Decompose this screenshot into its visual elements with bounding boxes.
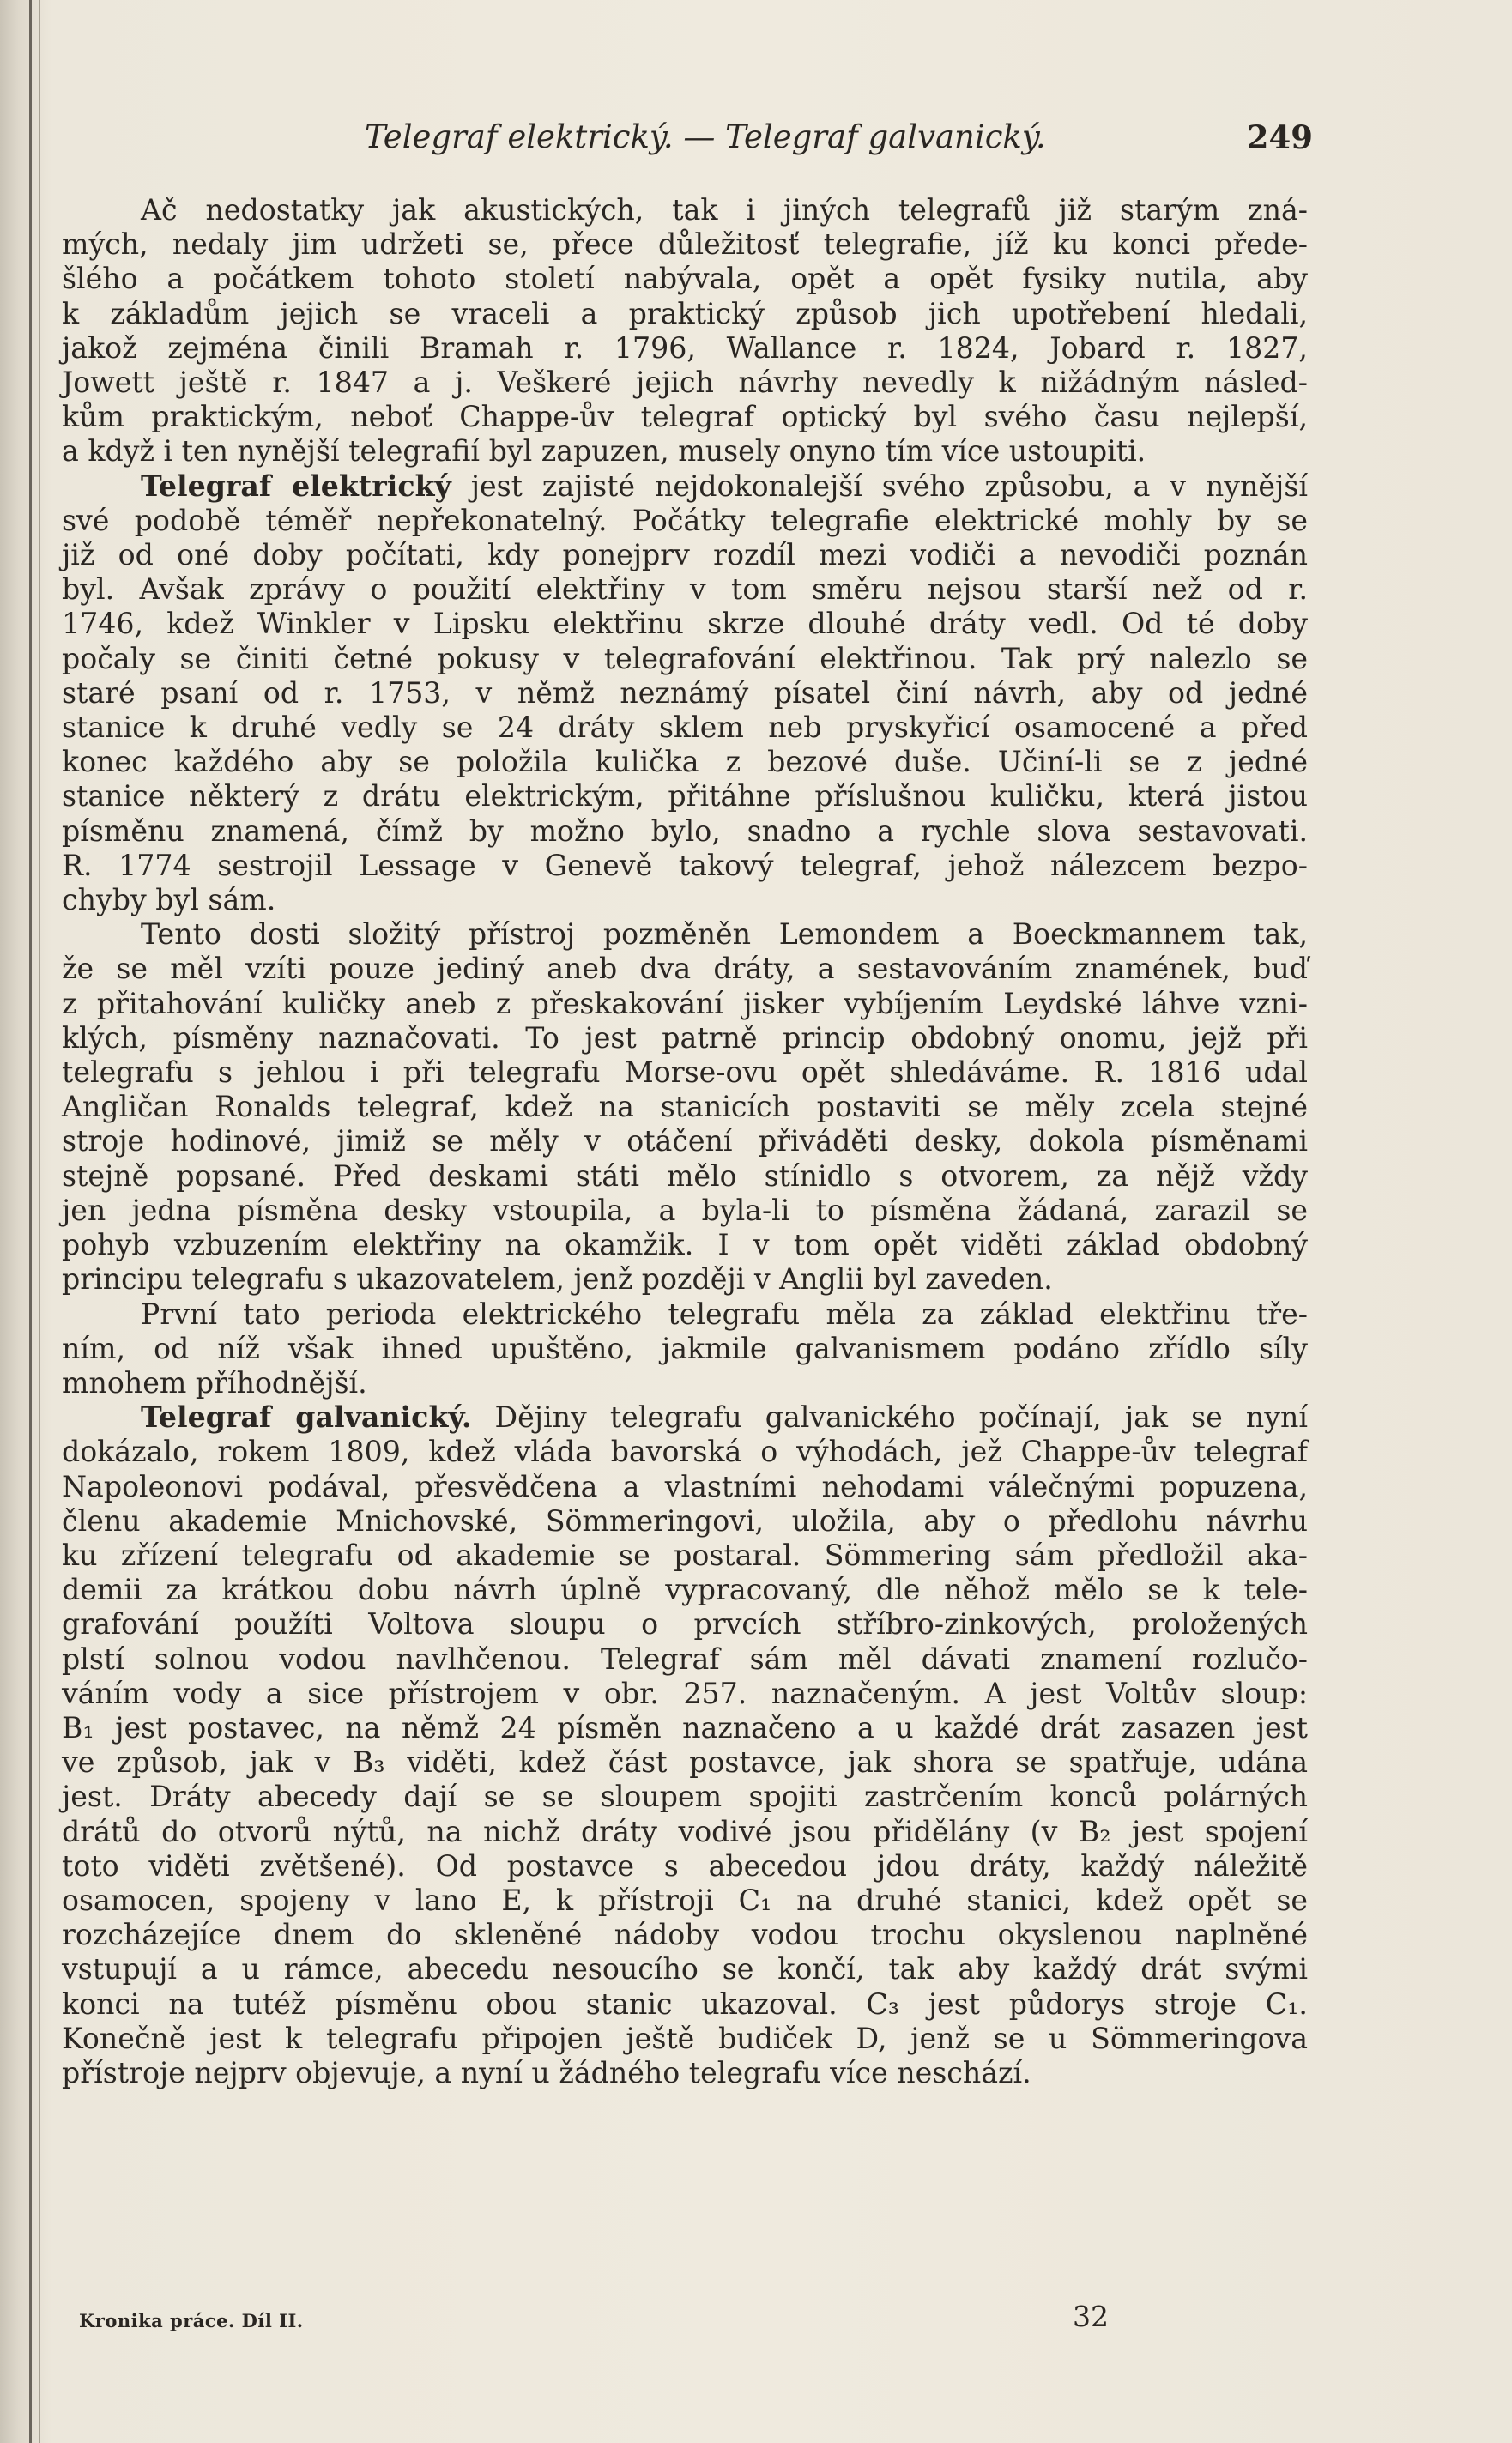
line-text: R. 1774 sestrojil Lessage v Genevě takový telegraf, jehož nálezcem bezpo-	[62, 848, 1308, 882]
paragraph	[62, 1297, 1308, 1401]
line-text: již od oné doby počítati, kdy ponejprv rozdíl mezi vodiči a nevodiči poznán	[62, 538, 1308, 572]
text-line	[62, 1470, 1308, 1504]
line-text: své podobě téměř nepřekonatelný. Počátky telegrafie elektrické mohly by se	[62, 503, 1308, 537]
line-text: staré psaní od r. 1753, v němž neznámý písatel činí návrh, aby od jedné	[62, 675, 1308, 710]
line-text: že se měl vzíti pouze jediný aneb dva dráty, a sestavováním znamének, buď	[62, 952, 1308, 986]
line-text: mých, nedaly jim udržeti se, přece důležitosť telegrafie, jíž ku konci přede-	[62, 227, 1308, 262]
text-line	[62, 469, 1308, 504]
text-line	[62, 538, 1308, 572]
text-line	[62, 1884, 1308, 1918]
text-line	[62, 1124, 1308, 1158]
line-text: grafování použíti Voltova sloupu o prvcích stříbro-zinkových, proložených	[62, 1607, 1308, 1642]
line-text: Tento dosti složitý přístroj pozměněn Lemondem a Boeckmannem tak,	[141, 917, 1308, 952]
text-line	[62, 2056, 1308, 2090]
text-line	[62, 1366, 1308, 1400]
section-lead: Telegraf elektrický	[141, 469, 451, 503]
text-line	[62, 883, 1308, 917]
line-text: klých, písměny naznačovati. To jest patrně princip obdobný onomu, jejž při	[62, 1020, 1308, 1055]
line-text: konci na tutéž písměnu obou stanic ukazoval. C₃ jest půdorys stroje C₁.	[62, 1986, 1308, 2021]
line-text: mnohem příhodnější.	[62, 1365, 367, 1400]
text-line	[62, 642, 1308, 676]
line-text: plstí solnou vodou navlhčenou. Telegraf sám měl dávati znamení rozlučo-	[62, 1642, 1308, 1676]
line-text: šlého a počátkem tohoto století nabývala, opět a opět fysiky nutila, aby	[62, 262, 1308, 296]
binding-edge	[29, 0, 32, 2443]
line-text: z přitahování kuličky aneb z přeskakování jisker vybíjením Leydské láhve vzni-	[62, 986, 1308, 1020]
section-lead: Telegraf galvanický.	[141, 1400, 472, 1435]
text-line	[62, 711, 1308, 745]
text-line	[62, 607, 1308, 641]
text-line	[62, 572, 1308, 607]
line-text: jakož zejména činili Bramah r. 1796, Wallance r. 1824, Jobard r. 1827,	[62, 330, 1308, 365]
binding-edge-shadow	[39, 0, 40, 2443]
running-title: Telegraf elektrický. — Telegraf galvanický.	[365, 118, 1046, 155]
line-text: chyby byl sám.	[62, 883, 276, 917]
line-text: pohyb vzbuzením elektřiny na okamžik. I v tom opět viděti základ obdobný	[62, 1228, 1308, 1262]
sheet-number: 32	[1073, 2300, 1109, 2333]
text-line	[62, 1573, 1308, 1607]
text-line	[62, 952, 1308, 986]
text-line	[62, 400, 1308, 434]
text-line	[62, 1504, 1308, 1539]
line-text: rozcházejíce dnem do skleněné nádoby vodou trochu okyslenou naplněné	[62, 1918, 1308, 1952]
text-line	[62, 1642, 1308, 1677]
line-text: toto viděti zvětšené). Od postavce s abecedou jdou dráty, každý náležitě	[62, 1848, 1308, 1883]
line-text: jest. Dráty abecedy dají se se sloupem spojiti zastrčením konců polárných	[62, 1780, 1308, 1814]
text-line	[62, 814, 1308, 849]
text-line	[62, 1332, 1308, 1366]
line-text: První tato perioda elektrického telegrafu měla za základ elektřinu tře-	[141, 1297, 1308, 1331]
line-text: Angličan Ronalds telegraf, kdež na stanicích postaviti se měly zcela stejné	[62, 1090, 1308, 1124]
line-text: vstupují a u rámce, abecedu nesoucího se končí, tak aby každý drát svými	[62, 1952, 1308, 1986]
text-line	[62, 1711, 1308, 1745]
text-line	[62, 1780, 1308, 1814]
text-line	[62, 1194, 1308, 1228]
line-text: písměnu znamená, čímž by možno bylo, snadno a rychle slova sestavovati.	[62, 813, 1308, 848]
text-line	[62, 779, 1308, 813]
page-header	[60, 118, 1313, 170]
text-line	[62, 1987, 1308, 2022]
body-text	[62, 193, 1308, 2090]
line-text: osamocen, spojeny v lano E, k přístroji C₁ na druhé stanici, kdež opět se	[62, 1883, 1308, 1917]
line-text: ku zřízení telegrafu od akademie se postaral. Sömmering sám předložil aka-	[62, 1538, 1308, 1572]
line-text: Ač nedostatky jak akustických, tak i jiných telegrafů již starým zná-	[141, 193, 1308, 227]
line-text: Dějiny telegrafu galvanického počínají, jak se nyní	[471, 1400, 1308, 1435]
line-text: telegrafu s jehlou i při telegrafu Morse-ovu opět shledáváme. R. 1816 udal	[62, 1055, 1308, 1090]
text-line	[62, 331, 1308, 366]
printer-signature: Kronika práce. Díl II.	[79, 2310, 304, 2331]
text-line	[62, 1815, 1308, 1849]
line-text: stejně popsané. Před deskami státi mělo stínidlo s otvorem, za nějž vždy	[62, 1158, 1308, 1193]
line-text: B₁ jest postavec, na němž 24 písměn naznačeno a u každé drát zasazen jest	[62, 1710, 1308, 1745]
text-line	[62, 1539, 1308, 1573]
line-text: váním vody a sice přístrojem v obr. 257. naznačeným. A jest Voltův sloup:	[62, 1676, 1308, 1710]
line-text: členu akademie Mnichovské, Sömmeringovi, uložila, aby o předlohu návrhu	[62, 1503, 1308, 1538]
line-text: stroje hodinové, jimiž se měly v otáčení přiváděti desky, dokola písměnami	[62, 1124, 1308, 1158]
line-text: a když i ten nynější telegrafií byl zapuzen, musely onyno tím více ustoupiti.	[62, 434, 1146, 469]
text-line	[62, 1607, 1308, 1642]
line-text: počaly se činiti četné pokusy v telegrafování elektřinou. Tak prý nalezlo se	[62, 641, 1308, 675]
text-line	[62, 676, 1308, 711]
text-line	[62, 1159, 1308, 1194]
page-number: 249	[1246, 118, 1313, 156]
line-text: k základům jejich se vraceli a praktický způsob jich upotřebení hledali,	[62, 296, 1308, 330]
text-line	[62, 849, 1308, 883]
line-text: konec každého aby se položila kulička z bezové duše. Učiní-li se z jedné	[62, 745, 1308, 779]
text-line	[62, 1228, 1308, 1262]
line-text: stanice k druhé vedly se 24 dráty sklem neb pryskyřicí osamocené a před	[62, 711, 1308, 745]
line-text: Konečně jest k telegrafu připojen ještě budiček D, jenž se u Sömmeringova	[62, 2021, 1308, 2055]
text-line	[62, 1297, 1308, 1332]
line-text: Napoleonovi podával, přesvědčena a vlastními nehodami válečnými popuzena,	[62, 1469, 1308, 1503]
line-text: byl. Avšak zprávy o použití elektřiny v tom směru nejsou starší než od r.	[62, 572, 1308, 607]
text-line	[62, 297, 1308, 331]
text-line	[62, 227, 1308, 262]
line-text: principu telegrafu s ukazovatelem, jenž později v Anglii byl zaveden.	[62, 1262, 1053, 1297]
text-line	[62, 262, 1308, 296]
line-text: jen jedna písměna desky vstoupila, a byla-li to písměna žádaná, zarazil se	[62, 1193, 1308, 1227]
paragraph	[62, 469, 1308, 918]
paragraph	[62, 1400, 1308, 2090]
line-text: kům praktickým, neboť Chappe-ův telegraf optický byl svého času nejlepší,	[62, 400, 1308, 434]
text-line	[62, 1745, 1308, 1780]
text-line	[62, 1055, 1308, 1090]
text-line	[62, 1952, 1308, 1986]
text-line	[62, 1918, 1308, 1952]
line-text: dokázalo, rokem 1809, kdež vláda bavorská o výhodách, jež Chappe-ův telegraf	[62, 1435, 1308, 1469]
text-line	[62, 434, 1308, 469]
line-text: ním, od níž však ihned upuštěno, jakmile galvanismem podáno zřídlo síly	[62, 1331, 1308, 1365]
line-text: ve způsob, jak v B₃ viděti, kdež část postavce, jak shora se spatřuje, udána	[62, 1745, 1308, 1780]
line-text: přístroje nejprv objevuje, a nyní u žádného telegrafu více neschází.	[62, 2055, 1031, 2089]
line-text: jest zajisté nejdokonalejší svého způsobu, a v nynější	[451, 469, 1308, 503]
text-line	[62, 193, 1308, 227]
line-text: Jowett ještě r. 1847 a j. Veškeré jejich návrhy nevedly k nižádným násled-	[62, 366, 1308, 400]
text-line	[62, 1400, 1308, 1435]
text-line	[62, 987, 1308, 1021]
text-line	[62, 504, 1308, 538]
paragraph	[62, 917, 1308, 1297]
page-footer	[79, 2300, 1109, 2343]
text-line	[62, 1262, 1308, 1297]
text-line	[62, 1090, 1308, 1124]
text-line	[62, 2022, 1308, 2056]
line-text: demii za krátkou dobu návrh úplně vypracovaný, dle něhož mělo se k tele-	[62, 1573, 1308, 1607]
line-text: 1746, kdež Winkler v Lipsku elektřinu skrze dlouhé dráty vedl. Od té doby	[62, 607, 1308, 641]
text-line	[62, 366, 1308, 400]
text-line	[62, 1677, 1308, 1711]
text-line	[62, 745, 1308, 779]
text-line	[62, 1849, 1308, 1884]
text-line	[62, 917, 1308, 952]
line-text: stanice některý z drátu elektrickým, přitáhne příslušnou kuličku, která jistou	[62, 779, 1308, 813]
text-line	[62, 1435, 1308, 1469]
paragraph	[62, 193, 1308, 469]
line-text: drátů do otvorů nýtů, na nichž dráty vodivé jsou přidělány (v B₂ jest spojení	[62, 1814, 1308, 1848]
text-line	[62, 1021, 1308, 1055]
